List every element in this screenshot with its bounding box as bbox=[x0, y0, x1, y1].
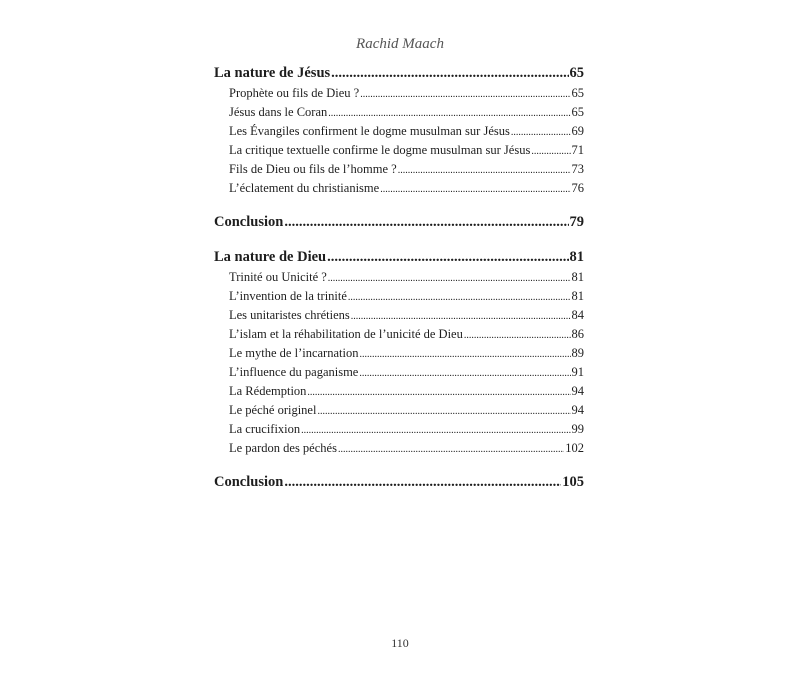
toc-entry-title: Prophète ou fils de Dieu ? bbox=[229, 86, 360, 100]
toc-entry-sub bbox=[214, 84, 584, 103]
dot-leader bbox=[327, 246, 568, 268]
dot-leader bbox=[328, 104, 570, 122]
toc-entry-sub bbox=[214, 306, 584, 325]
toc-entry-page: 76 bbox=[571, 181, 584, 195]
dot-leader bbox=[338, 440, 564, 458]
toc-entry-page: 73 bbox=[571, 162, 584, 176]
toc-entry-sub bbox=[214, 401, 584, 420]
table-of-contents bbox=[214, 62, 584, 493]
toc-entry-title: L’éclatement du christianisme bbox=[229, 181, 380, 195]
toc-entry-title: Les Évangiles confirment le dogme musulman sur Jésus bbox=[229, 124, 510, 138]
toc-entry-page: 91 bbox=[571, 365, 584, 379]
dot-leader bbox=[301, 421, 570, 439]
toc-entry-page: 69 bbox=[571, 124, 584, 138]
page-number: 110 bbox=[391, 636, 409, 650]
dot-leader bbox=[359, 345, 570, 363]
toc-entry-page: 86 bbox=[571, 327, 584, 341]
toc-entry-title: La crucifixion bbox=[229, 422, 301, 436]
toc-section bbox=[214, 246, 584, 458]
toc-entry-title: Conclusion bbox=[214, 214, 284, 230]
toc-entry-title: L’islam et la réhabilitation de l’unicité de Dieu bbox=[229, 327, 463, 341]
toc-entry-sub bbox=[214, 420, 584, 439]
dot-leader bbox=[359, 364, 570, 382]
dot-leader bbox=[511, 123, 571, 141]
toc-entry-sub bbox=[214, 122, 584, 141]
toc-entry-page: 81 bbox=[571, 270, 584, 284]
toc-entry-page: 102 bbox=[565, 441, 584, 455]
dot-leader bbox=[328, 269, 571, 287]
toc-entry-title: La nature de Jésus bbox=[214, 65, 331, 81]
toc-entry-page: 89 bbox=[571, 346, 584, 360]
dot-leader bbox=[284, 211, 568, 233]
toc-entry-title: La nature de Dieu bbox=[214, 249, 327, 265]
dot-leader bbox=[351, 307, 571, 325]
toc-entry-title: La critique textuelle confirme le dogme musulman sur Jésus bbox=[229, 143, 531, 157]
toc-entry-sub bbox=[214, 160, 584, 179]
toc-entry-sub bbox=[214, 325, 584, 344]
toc-section bbox=[214, 62, 584, 198]
dot-leader bbox=[531, 142, 570, 160]
toc-section bbox=[214, 211, 584, 233]
toc-entry-title: Fils de Dieu ou fils de l’homme ? bbox=[229, 162, 397, 176]
section-gap bbox=[214, 198, 584, 211]
toc-entry-sub bbox=[214, 141, 584, 160]
toc-entry-title: Trinité ou Unicité ? bbox=[229, 270, 327, 284]
toc-entry-main bbox=[214, 62, 584, 84]
toc-entry-sub bbox=[214, 344, 584, 363]
toc-entry-title: Le mythe de l’incarnation bbox=[229, 346, 359, 360]
toc-entry-page: 65 bbox=[571, 86, 584, 100]
toc-entry-page: 94 bbox=[571, 403, 584, 417]
toc-entry-main bbox=[214, 246, 584, 268]
toc-entry-title: L’invention de la trinité bbox=[229, 289, 347, 303]
dot-leader bbox=[348, 288, 571, 306]
dot-leader bbox=[360, 85, 570, 103]
dot-leader bbox=[380, 180, 570, 198]
toc-entry-page: 65 bbox=[571, 105, 584, 119]
toc-entry-sub bbox=[214, 439, 584, 458]
toc-entry-page: 99 bbox=[571, 422, 584, 436]
toc-entry-page: 84 bbox=[571, 308, 584, 322]
dot-leader bbox=[284, 471, 561, 493]
toc-section bbox=[214, 471, 584, 493]
toc-entry-sub bbox=[214, 268, 584, 287]
toc-entry-main bbox=[214, 471, 584, 493]
toc-entry-page: 81 bbox=[571, 289, 584, 303]
toc-entry-title: L’influence du paganisme bbox=[229, 365, 359, 379]
toc-entry-title: Conclusion bbox=[214, 474, 284, 490]
toc-entry-sub bbox=[214, 287, 584, 306]
toc-entry-title: La Rédemption bbox=[229, 384, 307, 398]
dot-leader bbox=[464, 326, 571, 344]
toc-entry-sub bbox=[214, 363, 584, 382]
toc-entry-page: 105 bbox=[562, 474, 584, 490]
toc-entry-sub bbox=[214, 103, 584, 122]
toc-entry-page: 65 bbox=[569, 65, 584, 81]
toc-entry-sub bbox=[214, 179, 584, 198]
toc-entry-page: 71 bbox=[571, 143, 584, 157]
running-head: Rachid Maach bbox=[356, 36, 444, 52]
section-gap bbox=[214, 458, 584, 471]
dot-leader bbox=[307, 383, 570, 401]
toc-entry-sub bbox=[214, 382, 584, 401]
toc-entry-title: Le péché originel bbox=[229, 403, 317, 417]
toc-entry-page: 81 bbox=[569, 249, 584, 265]
dot-leader bbox=[398, 161, 571, 179]
toc-entry-title: Jésus dans le Coran bbox=[229, 105, 328, 119]
dot-leader bbox=[317, 402, 570, 420]
toc-entry-main bbox=[214, 211, 584, 233]
dot-leader bbox=[331, 62, 568, 84]
toc-entry-title: Le pardon des péchés bbox=[229, 441, 337, 455]
toc-entry-title: Les unitaristes chrétiens bbox=[229, 308, 350, 322]
toc-entry-page: 94 bbox=[571, 384, 584, 398]
toc-entry-page: 79 bbox=[569, 214, 584, 230]
section-gap bbox=[214, 233, 584, 246]
